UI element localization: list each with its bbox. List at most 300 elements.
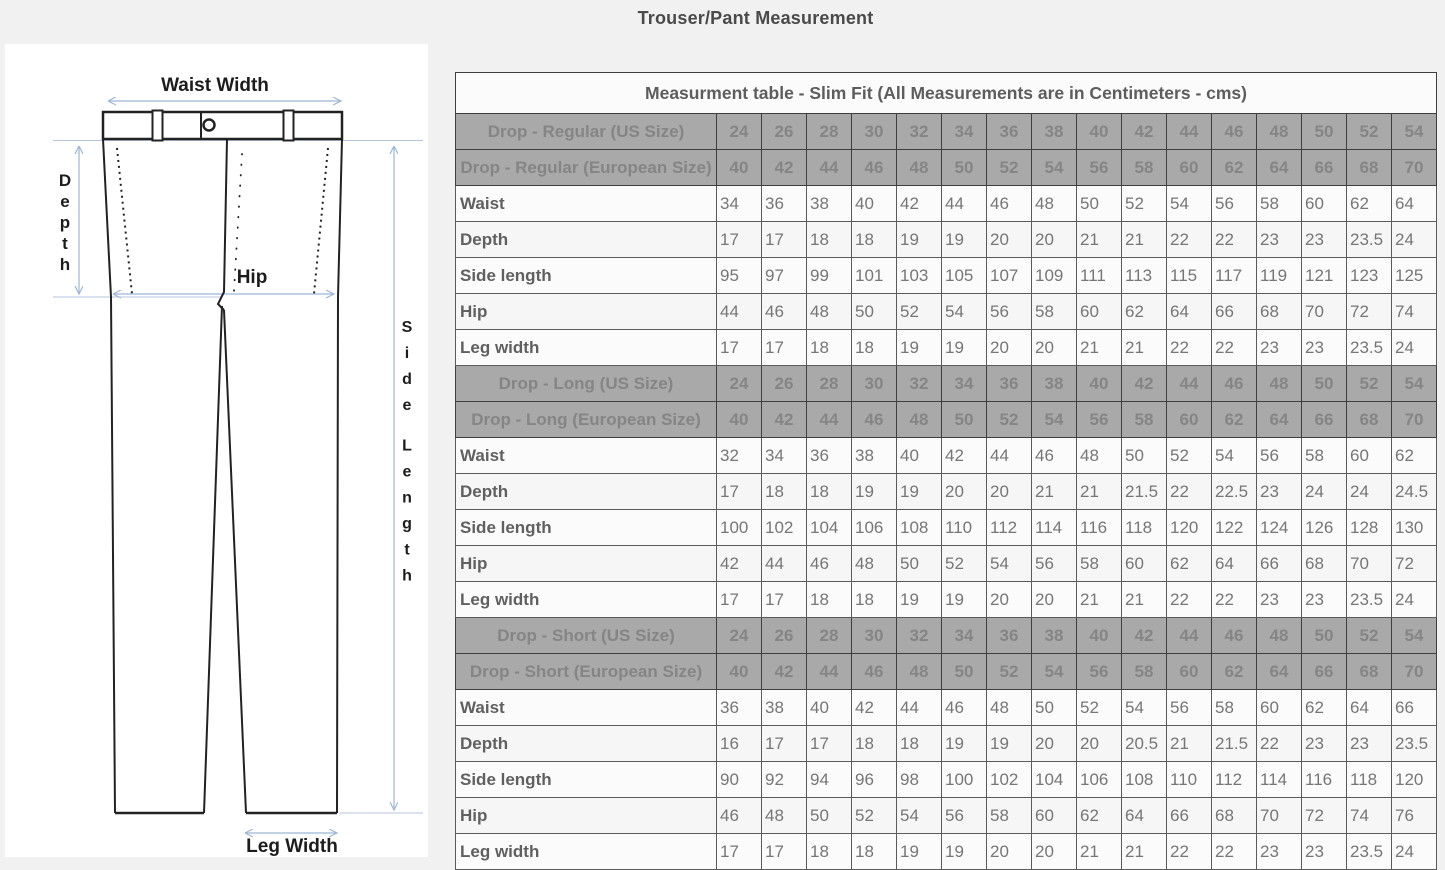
value-cell: 20	[1032, 330, 1077, 366]
value-cell: 19	[942, 582, 987, 618]
value-cell: 48	[852, 546, 897, 582]
value-cell: 19	[942, 330, 987, 366]
value-cell: 17	[717, 330, 762, 366]
value-cell: 54	[1212, 438, 1257, 474]
size-cell: 52	[987, 150, 1032, 186]
value-cell: 40	[807, 690, 852, 726]
size-cell: 40	[717, 150, 762, 186]
value-cell: 102	[762, 510, 807, 546]
size-cell: 62	[1212, 402, 1257, 438]
size-row-eu-label: Drop - Regular (European Size)	[456, 150, 717, 186]
value-cell: 23	[1302, 330, 1347, 366]
value-cell: 24	[1392, 582, 1437, 618]
size-cell: 46	[1212, 366, 1257, 402]
value-cell: 52	[897, 294, 942, 330]
value-cell: 62	[1392, 438, 1437, 474]
size-cell: 36	[987, 366, 1032, 402]
value-cell: 58	[1212, 690, 1257, 726]
value-cell: 17	[762, 726, 807, 762]
size-cell: 30	[852, 618, 897, 654]
depth-label: D e p t h	[58, 171, 72, 274]
value-cell: 66	[1392, 690, 1437, 726]
value-cell: 40	[852, 186, 897, 222]
value-cell: 122	[1212, 510, 1257, 546]
value-cell: 103	[897, 258, 942, 294]
size-cell: 28	[807, 618, 852, 654]
row-label: Hip	[456, 546, 717, 582]
size-cell: 44	[1167, 114, 1212, 150]
value-cell: 22	[1167, 222, 1212, 258]
value-cell: 21	[1077, 330, 1122, 366]
value-cell: 108	[1122, 762, 1167, 798]
value-cell: 44	[942, 186, 987, 222]
value-cell: 54	[1122, 690, 1167, 726]
measure-row-depth	[456, 726, 1437, 762]
size-cell: 52	[1347, 114, 1392, 150]
value-cell: 116	[1302, 762, 1347, 798]
value-cell: 21	[1122, 330, 1167, 366]
value-cell: 56	[1257, 438, 1302, 474]
value-cell: 21	[1077, 474, 1122, 510]
row-label: Hip	[456, 294, 717, 330]
value-cell: 52	[1077, 690, 1122, 726]
value-cell: 68	[1212, 798, 1257, 834]
value-cell: 22.5	[1212, 474, 1257, 510]
value-cell: 110	[1167, 762, 1212, 798]
measure-row-side-length	[456, 258, 1437, 294]
size-cell: 56	[1077, 654, 1122, 690]
value-cell: 58	[1257, 186, 1302, 222]
value-cell: 60	[1347, 438, 1392, 474]
value-cell: 44	[897, 690, 942, 726]
size-cell: 38	[1032, 618, 1077, 654]
value-cell: 42	[717, 546, 762, 582]
value-cell: 62	[1122, 294, 1167, 330]
size-cell: 40	[1077, 618, 1122, 654]
size-cell: 60	[1167, 402, 1212, 438]
row-label: Side length	[456, 510, 717, 546]
value-cell: 18	[807, 474, 852, 510]
size-cell: 52	[1347, 618, 1392, 654]
value-cell: 19	[942, 726, 987, 762]
value-cell: 21.5	[1122, 474, 1167, 510]
table-title: Measurment table - Slim Fit (All Measurements are in Centimeters - cms)	[456, 73, 1437, 114]
size-cell: 38	[1032, 114, 1077, 150]
size-cell: 42	[1122, 618, 1167, 654]
waist-width-label: Waist Width	[161, 75, 269, 96]
value-cell: 97	[762, 258, 807, 294]
row-label: Depth	[456, 726, 717, 762]
value-cell: 24	[1392, 330, 1437, 366]
value-cell: 62	[1077, 798, 1122, 834]
size-row-us-label: Drop - Regular (US Size)	[456, 114, 717, 150]
row-label: Leg width	[456, 834, 717, 870]
left-inner-edge	[204, 306, 222, 813]
size-cell: 46	[852, 402, 897, 438]
value-cell: 62	[1167, 546, 1212, 582]
value-cell: 24	[1392, 834, 1437, 870]
value-cell: 106	[852, 510, 897, 546]
size-cell: 44	[807, 654, 852, 690]
size-cell: 64	[1257, 402, 1302, 438]
size-cell: 48	[897, 150, 942, 186]
size-cell: 52	[1347, 366, 1392, 402]
value-cell: 23.5	[1347, 222, 1392, 258]
value-cell: 68	[1257, 294, 1302, 330]
right-outer-edge	[337, 139, 342, 813]
size-row-us	[456, 114, 1437, 150]
value-cell: 110	[942, 510, 987, 546]
value-cell: 50	[1122, 438, 1167, 474]
value-cell: 104	[1032, 762, 1077, 798]
value-cell: 120	[1392, 762, 1437, 798]
trouser-diagram-panel	[5, 44, 428, 857]
value-cell: 18	[852, 726, 897, 762]
size-cell: 68	[1347, 402, 1392, 438]
value-cell: 36	[807, 438, 852, 474]
table-title-row	[456, 73, 1437, 114]
size-row-us-label: Drop - Long (US Size)	[456, 366, 717, 402]
trouser-diagram	[5, 44, 428, 857]
value-cell: 24	[1392, 222, 1437, 258]
value-cell: 17	[762, 582, 807, 618]
value-cell: 18	[807, 330, 852, 366]
value-cell: 66	[1212, 294, 1257, 330]
value-cell: 116	[1077, 510, 1122, 546]
value-cell: 21.5	[1212, 726, 1257, 762]
value-cell: 21	[1077, 222, 1122, 258]
value-cell: 42	[897, 186, 942, 222]
page-title: Trouser/Pant Measurement	[637, 8, 874, 28]
measure-row-depth	[456, 474, 1437, 510]
value-cell: 16	[717, 726, 762, 762]
value-cell: 72	[1347, 294, 1392, 330]
value-cell: 100	[942, 762, 987, 798]
left-outer-edge	[103, 139, 115, 813]
value-cell: 38	[762, 690, 807, 726]
row-label: Waist	[456, 186, 717, 222]
value-cell: 60	[1032, 798, 1077, 834]
value-cell: 109	[1032, 258, 1077, 294]
hip-label: Hip	[236, 267, 268, 288]
value-cell: 72	[1392, 546, 1437, 582]
row-label: Leg width	[456, 330, 717, 366]
value-cell: 44	[987, 438, 1032, 474]
size-cell: 42	[762, 150, 807, 186]
value-cell: 21	[1122, 834, 1167, 870]
value-cell: 98	[897, 762, 942, 798]
measure-row-hip	[456, 798, 1437, 834]
size-row-eu	[456, 402, 1437, 438]
measure-row-side-length	[456, 762, 1437, 798]
measure-row-leg-width	[456, 834, 1437, 870]
value-cell: 23	[1302, 726, 1347, 762]
size-cell: 46	[852, 150, 897, 186]
size-cell: 26	[762, 366, 807, 402]
size-cell: 46	[1212, 114, 1257, 150]
value-cell: 22	[1212, 222, 1257, 258]
value-cell: 126	[1302, 510, 1347, 546]
size-cell: 46	[1212, 618, 1257, 654]
size-cell: 24	[717, 366, 762, 402]
size-cell: 58	[1122, 150, 1167, 186]
value-cell: 21	[1077, 582, 1122, 618]
value-cell: 22	[1212, 582, 1257, 618]
value-cell: 19	[897, 222, 942, 258]
value-cell: 58	[1077, 546, 1122, 582]
size-cell: 44	[1167, 618, 1212, 654]
size-cell: 48	[1257, 366, 1302, 402]
size-row-us-label: Drop - Short (US Size)	[456, 618, 717, 654]
value-cell: 90	[717, 762, 762, 798]
value-cell: 23	[1257, 474, 1302, 510]
value-cell: 121	[1302, 258, 1347, 294]
value-cell: 74	[1347, 798, 1392, 834]
value-cell: 46	[717, 798, 762, 834]
size-cell: 66	[1302, 150, 1347, 186]
value-cell: 21	[1122, 222, 1167, 258]
value-cell: 56	[1032, 546, 1077, 582]
value-cell: 38	[852, 438, 897, 474]
value-cell: 64	[1212, 546, 1257, 582]
value-cell: 23	[1302, 834, 1347, 870]
right-pocket-stitch	[314, 148, 328, 294]
size-cell: 68	[1347, 654, 1392, 690]
size-cell: 32	[897, 366, 942, 402]
value-cell: 44	[762, 546, 807, 582]
size-cell: 44	[807, 150, 852, 186]
value-cell: 113	[1122, 258, 1167, 294]
value-cell: 22	[1167, 474, 1212, 510]
size-cell: 40	[717, 654, 762, 690]
value-cell: 22	[1167, 582, 1212, 618]
value-cell: 107	[987, 258, 1032, 294]
size-cell: 36	[987, 114, 1032, 150]
value-cell: 52	[942, 546, 987, 582]
value-cell: 17	[717, 834, 762, 870]
value-cell: 23	[1302, 582, 1347, 618]
size-cell: 54	[1392, 114, 1437, 150]
size-cell: 70	[1392, 654, 1437, 690]
size-cell: 70	[1392, 402, 1437, 438]
size-cell: 46	[852, 654, 897, 690]
size-cell: 56	[1077, 402, 1122, 438]
value-cell: 20	[987, 330, 1032, 366]
value-cell: 74	[1392, 294, 1437, 330]
size-cell: 62	[1212, 654, 1257, 690]
value-cell: 60	[1302, 186, 1347, 222]
value-cell: 17	[762, 222, 807, 258]
value-cell: 54	[987, 546, 1032, 582]
value-cell: 20	[987, 474, 1032, 510]
value-cell: 50	[1032, 690, 1077, 726]
value-cell: 56	[1167, 690, 1212, 726]
value-cell: 101	[852, 258, 897, 294]
value-cell: 70	[1302, 294, 1347, 330]
value-cell: 18	[762, 474, 807, 510]
value-cell: 21	[1167, 726, 1212, 762]
size-cell: 30	[852, 366, 897, 402]
measure-row-hip	[456, 294, 1437, 330]
value-cell: 42	[852, 690, 897, 726]
value-cell: 54	[897, 798, 942, 834]
size-cell: 50	[1302, 366, 1347, 402]
measure-row-hip	[456, 546, 1437, 582]
value-cell: 18	[852, 330, 897, 366]
value-cell: 32	[717, 438, 762, 474]
measurement-table	[455, 72, 1437, 870]
size-cell: 52	[987, 654, 1032, 690]
size-cell: 48	[1257, 114, 1302, 150]
value-cell: 94	[807, 762, 852, 798]
value-cell: 34	[762, 438, 807, 474]
value-cell: 17	[807, 726, 852, 762]
value-cell: 64	[1167, 294, 1212, 330]
value-cell: 50	[807, 798, 852, 834]
value-cell: 20	[987, 582, 1032, 618]
side-length-label: S i d e L e n g t h	[401, 319, 413, 585]
value-cell: 46	[942, 690, 987, 726]
size-cell: 64	[1257, 150, 1302, 186]
size-cell: 30	[852, 114, 897, 150]
size-cell: 44	[1167, 366, 1212, 402]
value-cell: 17	[717, 474, 762, 510]
value-cell: 70	[1347, 546, 1392, 582]
row-label: Waist	[456, 690, 717, 726]
value-cell: 123	[1347, 258, 1392, 294]
value-cell: 40	[897, 438, 942, 474]
size-cell: 48	[897, 402, 942, 438]
size-cell: 48	[897, 654, 942, 690]
value-cell: 120	[1167, 510, 1212, 546]
measure-row-leg-width	[456, 330, 1437, 366]
value-cell: 23.5	[1347, 330, 1392, 366]
value-cell: 124	[1257, 510, 1302, 546]
size-cell: 42	[762, 654, 807, 690]
value-cell: 114	[1032, 510, 1077, 546]
size-cell: 52	[987, 402, 1032, 438]
value-cell: 23	[1257, 222, 1302, 258]
value-cell: 48	[1032, 186, 1077, 222]
value-cell: 17	[717, 582, 762, 618]
value-cell: 100	[717, 510, 762, 546]
size-row-eu	[456, 654, 1437, 690]
value-cell: 20	[1032, 582, 1077, 618]
value-cell: 20.5	[1122, 726, 1167, 762]
size-cell: 60	[1167, 654, 1212, 690]
row-label: Depth	[456, 474, 717, 510]
value-cell: 23	[1347, 726, 1392, 762]
row-label: Side length	[456, 762, 717, 798]
value-cell: 19	[897, 834, 942, 870]
value-cell: 112	[987, 510, 1032, 546]
value-cell: 23	[1257, 834, 1302, 870]
row-label: Side length	[456, 258, 717, 294]
value-cell: 125	[1392, 258, 1437, 294]
value-cell: 66	[1167, 798, 1212, 834]
value-cell: 64	[1392, 186, 1437, 222]
value-cell: 24.5	[1392, 474, 1437, 510]
size-row-us	[456, 618, 1437, 654]
size-cell: 32	[897, 618, 942, 654]
value-cell: 23.5	[1347, 582, 1392, 618]
value-cell: 72	[1302, 798, 1347, 834]
size-cell: 68	[1347, 150, 1392, 186]
value-cell: 52	[1167, 438, 1212, 474]
value-cell: 104	[807, 510, 852, 546]
value-cell: 46	[987, 186, 1032, 222]
size-cell: 42	[1122, 114, 1167, 150]
value-cell: 18	[852, 582, 897, 618]
value-cell: 22	[1212, 330, 1257, 366]
belt-loop-left	[153, 111, 163, 141]
size-cell: 28	[807, 366, 852, 402]
value-cell: 50	[852, 294, 897, 330]
value-cell: 118	[1347, 762, 1392, 798]
measure-row-waist	[456, 438, 1437, 474]
value-cell: 112	[1212, 762, 1257, 798]
size-row-eu-label: Drop - Short (European Size)	[456, 654, 717, 690]
value-cell: 56	[987, 294, 1032, 330]
size-row-eu	[456, 150, 1437, 186]
size-cell: 66	[1302, 654, 1347, 690]
row-label: Hip	[456, 798, 717, 834]
waist-button	[204, 120, 215, 131]
value-cell: 48	[807, 294, 852, 330]
size-cell: 50	[942, 654, 987, 690]
value-cell: 76	[1392, 798, 1437, 834]
value-cell: 48	[987, 690, 1032, 726]
value-cell: 46	[1032, 438, 1077, 474]
measure-row-side-length	[456, 510, 1437, 546]
size-row-eu-label: Drop - Long (European Size)	[456, 402, 717, 438]
value-cell: 19	[942, 222, 987, 258]
value-cell: 119	[1257, 258, 1302, 294]
value-cell: 23.5	[1347, 834, 1392, 870]
value-cell: 18	[897, 726, 942, 762]
value-cell: 23	[1257, 330, 1302, 366]
size-cell: 34	[942, 114, 987, 150]
value-cell: 23.5	[1392, 726, 1437, 762]
value-cell: 21	[1122, 582, 1167, 618]
value-cell: 19	[897, 582, 942, 618]
value-cell: 19	[942, 834, 987, 870]
size-cell: 42	[762, 402, 807, 438]
value-cell: 18	[807, 834, 852, 870]
value-cell: 23	[1257, 582, 1302, 618]
value-cell: 54	[942, 294, 987, 330]
value-cell: 20	[987, 834, 1032, 870]
row-label: Leg width	[456, 582, 717, 618]
value-cell: 68	[1302, 546, 1347, 582]
size-cell: 60	[1167, 150, 1212, 186]
value-cell: 21	[1032, 474, 1077, 510]
size-cell: 64	[1257, 654, 1302, 690]
size-cell: 54	[1032, 150, 1077, 186]
value-cell: 20	[1032, 834, 1077, 870]
size-cell: 56	[1077, 150, 1122, 186]
value-cell: 19	[897, 474, 942, 510]
size-cell: 36	[987, 618, 1032, 654]
value-cell: 92	[762, 762, 807, 798]
value-cell: 22	[1167, 330, 1212, 366]
value-cell: 130	[1392, 510, 1437, 546]
size-cell: 50	[942, 402, 987, 438]
value-cell: 19	[987, 726, 1032, 762]
value-cell: 50	[897, 546, 942, 582]
size-cell: 28	[807, 114, 852, 150]
size-cell: 26	[762, 618, 807, 654]
